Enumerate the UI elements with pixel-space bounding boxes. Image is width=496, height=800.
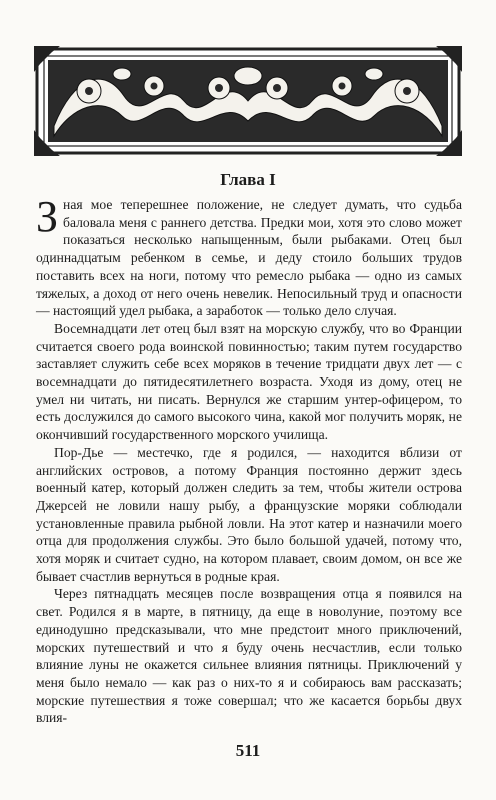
paragraph-1-text: ная мое теперешнее положение, не следует думать, что судьба баловала меня с раннего детства. Предки мои, хотя это слово может показаться несколько напыщенным, были рыбаками. Отец был одиннадцатым ребенком в семье, и деду стоило больших трудов поставить всех на ноги, потому что ремесло рыбака — одно из самых тяжелых, а доход от него очень невелик. Непосильный труд и опасности — настоящий удел рыбака, а заработок — только дело случая.	[36, 197, 462, 319]
paragraph-1	[36, 192, 462, 320]
page-number: 511	[235, 741, 261, 760]
paragraph-2: Восемнадцати лет отец был взят на морскую службу, что во Франции считается своего рода воинской повинностью; таким путем государство заставляет служить себе всех моряков в течение тридцати двух лет — с восемнадцати до пятидесятилетнего возраста. Уходя из дому, отец не умел ни читать, ни писать. Вернулся же старшим унтер-офицером, то есть дослужился до самого высокого чина, какой мог получить моряк, не окончивший государственного морского училища.	[36, 320, 462, 443]
chapter-body	[36, 192, 462, 727]
chapter-title: Глава I	[220, 170, 276, 189]
paragraph-4: Через пятнадцать месяцев после возвращения отца я появился на свет. Родился я в марте, в пятницу, да еще в новолуние, поэтому все единодушно предсказывали, что мне предстоит много приключений, морских путешествий и что я буду очень несчастлив, если только влияние луны не окажется сильнее влияния пятницы. Приключений у меня было немало — как раз о них-то я и собираюсь вам рассказать; морские путешествия я тоже совершал; что же касается борьбы двух влия-	[36, 586, 462, 726]
paragraph-3: Пор-Дье — местечко, где я родился, — находится вблизи от английских островов, а потому Франция постоянно держит здесь военный катер, который должен следить за тем, чтобы жители острова Джерсей не ловили нашу рыбу, а французские моряки соблюдали установленные правила рыбной ловли. На этот катер и назначили моего отца для продолжения службы. Это было большой удачей, потому что, хотя моряк и считает судно, на котором плавает, своим домом, он все же бывает счастлив вернуться в родные края.	[36, 444, 462, 584]
decorative-header-ornament	[34, 46, 462, 156]
drop-cap: З	[36, 192, 59, 241]
